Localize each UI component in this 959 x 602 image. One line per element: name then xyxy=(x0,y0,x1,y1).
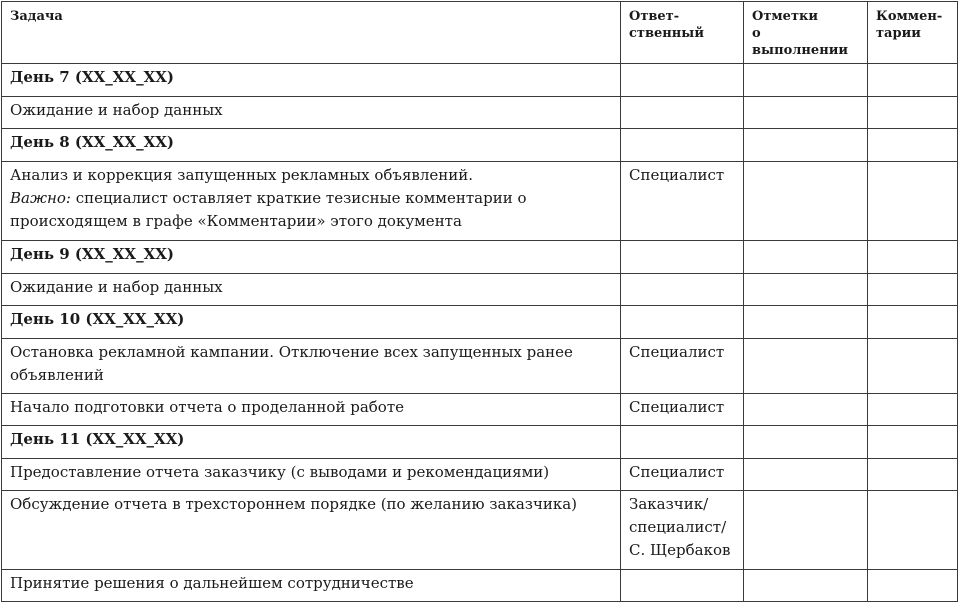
task-cell: Начало подготовки отчета о проделанной работе xyxy=(2,394,621,426)
table-row xyxy=(2,97,958,129)
header-marks: Отметки о выполнении xyxy=(744,2,868,64)
day-heading: День 11 (XX_XX_XX) xyxy=(2,426,621,459)
task-cell: Остановка рекламной кампании. Отключение всех запущенных ранее объявлений xyxy=(2,339,621,394)
marks-cell xyxy=(744,274,868,306)
note-text: специалист оставляет краткие тезисные комментарии о происходящем в графе «Комментарии» этого документа xyxy=(10,189,527,230)
responsible-cell: Заказчик/ специалист/ С. Щербаков xyxy=(621,491,744,570)
task-cell: Ожидание и набор данных xyxy=(2,274,621,306)
note-label: Важно: xyxy=(10,189,71,207)
comments-cell xyxy=(868,491,958,570)
table-row xyxy=(2,129,958,162)
marks-cell xyxy=(744,426,868,459)
responsible-cell: Специалист xyxy=(621,162,744,241)
marks-cell xyxy=(744,162,868,241)
day-heading: День 8 (XX_XX_XX) xyxy=(2,129,621,162)
responsible-cell xyxy=(621,570,744,602)
task-cell: Принятие решения о дальнейшем сотрудничестве xyxy=(2,570,621,602)
header-task: Задача xyxy=(2,2,621,64)
marks-cell xyxy=(744,570,868,602)
comments-cell xyxy=(868,339,958,394)
header-row xyxy=(2,2,958,64)
table-row xyxy=(2,241,958,274)
marks-cell xyxy=(744,129,868,162)
comments-cell xyxy=(868,306,958,339)
responsible-cell: Специалист xyxy=(621,459,744,491)
table-row xyxy=(2,339,958,394)
comments-cell xyxy=(868,426,958,459)
comments-cell xyxy=(868,394,958,426)
table-row xyxy=(2,306,958,339)
comments-cell xyxy=(868,162,958,241)
table-row xyxy=(2,394,958,426)
marks-cell xyxy=(744,64,868,97)
comments-cell xyxy=(868,274,958,306)
task-text: Анализ и коррекция запущенных рекламных объявлений. xyxy=(10,166,474,184)
marks-cell xyxy=(744,459,868,491)
marks-cell xyxy=(744,394,868,426)
day-heading: День 10 (XX_XX_XX) xyxy=(2,306,621,339)
comments-cell xyxy=(868,570,958,602)
table-row xyxy=(2,459,958,491)
responsible-cell xyxy=(621,64,744,97)
comments-cell xyxy=(868,241,958,274)
responsible-cell xyxy=(621,426,744,459)
responsible-cell xyxy=(621,241,744,274)
table-row xyxy=(2,162,958,241)
comments-cell xyxy=(868,459,958,491)
responsible-cell xyxy=(621,129,744,162)
task-cell: Предоставление отчета заказчику (с выводами и рекомендациями) xyxy=(2,459,621,491)
comments-cell xyxy=(868,129,958,162)
responsible-cell xyxy=(621,274,744,306)
day-heading: День 7 (XX_XX_XX) xyxy=(2,64,621,97)
task-cell: Ожидание и набор данных xyxy=(2,97,621,129)
table-row xyxy=(2,570,958,602)
marks-cell xyxy=(744,491,868,570)
header-comments: Коммен- тарии xyxy=(868,2,958,64)
header-responsible: Ответ- ственный xyxy=(621,2,744,64)
responsible-cell xyxy=(621,97,744,129)
table-row xyxy=(2,491,958,570)
day-heading: День 9 (XX_XX_XX) xyxy=(2,241,621,274)
comments-cell xyxy=(868,97,958,129)
responsible-cell: Специалист xyxy=(621,339,744,394)
responsible-cell: Специалист xyxy=(621,394,744,426)
task-cell xyxy=(2,162,621,241)
table-row xyxy=(2,274,958,306)
responsible-cell xyxy=(621,306,744,339)
marks-cell xyxy=(744,241,868,274)
task-plan-table xyxy=(1,1,958,602)
marks-cell xyxy=(744,339,868,394)
table-row xyxy=(2,426,958,459)
marks-cell xyxy=(744,306,868,339)
marks-cell xyxy=(744,97,868,129)
table-row xyxy=(2,64,958,97)
task-cell: Обсуждение отчета в трехстороннем порядке (по желанию заказчика) xyxy=(2,491,621,570)
comments-cell xyxy=(868,64,958,97)
